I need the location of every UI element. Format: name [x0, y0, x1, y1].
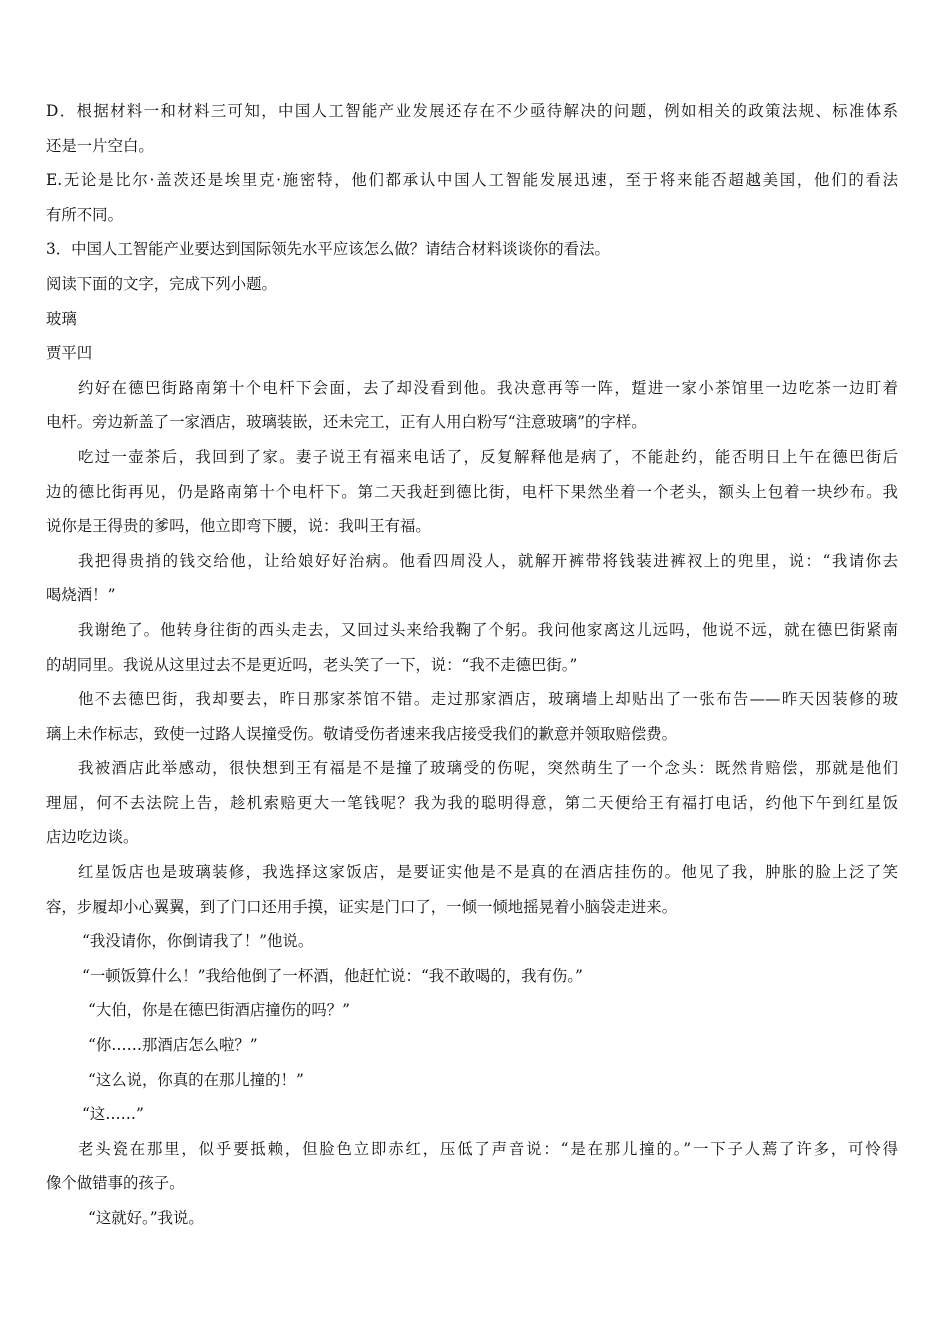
- text-line: 我谢绝了。他转身往街的西头走去，又回过头来给我鞠了个躬。我问他家离这儿远吗，他说不远，就在德巴街紧南: [78, 620, 898, 639]
- text-line: 吃过一壶茶后，我回到了家。妻子说王有福来电话了，反复解释他是病了，不能赴约，能否明日上午在德巴街后: [78, 447, 898, 466]
- text-line: 红星饭店也是玻璃装修，我选择这家饭店，是要证实他是不是真的在酒店挂伤的。他见了我，肿胀的脸上泛了笑: [78, 863, 898, 882]
- text-line: “你……那酒店怎么啦？”: [88, 1036, 258, 1055]
- text-line: 他不去德巴街，我却要去，昨日那家茶馆不错。走过那家酒店，玻璃墙上却贴出了一张布告——昨天因装修的玻: [78, 690, 898, 709]
- paragraph: [46, 1099, 898, 1134]
- document-body: [46, 96, 898, 1238]
- paragraph: [46, 373, 898, 442]
- text-line: 阅读下面的文字，完成下列小题。: [46, 274, 277, 293]
- text-line: 的胡同里。我说从这里过去不是更近吗，老头笑了一下，说：“我不走德巴街。”: [46, 655, 578, 674]
- text-line: 3．中国人工智能产业要达到国际领先水平应该怎么做？请结合材料谈谈你的看法。: [46, 240, 610, 259]
- text-line: 像个做错事的孩子。: [46, 1174, 185, 1193]
- text-line: “一顿饭算什么！”我给他倒了一杯酒，他赶忙说：“我不敢喝的，我有伤。”: [82, 966, 583, 985]
- text-line: 还是一片空白。: [46, 136, 154, 155]
- text-line: “这……”: [82, 1105, 144, 1124]
- text-line: E.无论是比尔·盖茨还是埃里克·施密特，他们都承认中国人工智能发展迅速，至于将来能否超越美国，他们的看法: [46, 171, 898, 190]
- paragraph: [46, 304, 898, 339]
- paragraph: [46, 1134, 898, 1203]
- text-line: 喝烧酒！”: [46, 586, 116, 605]
- paragraph: [46, 684, 898, 753]
- paragraph: [46, 857, 898, 926]
- paragraph: [46, 615, 898, 684]
- text-line: “这么说，你真的在那儿撞的！”: [88, 1070, 304, 1089]
- paragraph: [46, 96, 898, 165]
- paragraph: [46, 338, 898, 373]
- text-line: 店边吃边谈。: [46, 828, 139, 847]
- text-line: “大伯，你是在德巴街酒店撞伤的吗？”: [88, 1001, 350, 1020]
- text-line: 边的德比街再见，仍是路南第十个电杆下。第二天我赶到德比街，电杆下果然坐着一个老头，额头上包着一块纱布。我: [46, 482, 898, 501]
- text-line: 理屈，何不去法院上告，趁机索赔更大一笔钱呢？我为我的聪明得意，第二天便给王有福打电话，约他下午到红星饭: [46, 793, 898, 812]
- paragraph: [46, 269, 898, 304]
- paragraph: [46, 546, 898, 615]
- paragraph: [46, 1030, 898, 1065]
- text-line: “我没请你，你倒请我了！”他说。: [82, 932, 314, 951]
- paragraph: [46, 995, 898, 1030]
- paragraph: [46, 753, 898, 857]
- text-line: 约好在德巴街路南第十个电杆下会面，去了却没看到他。我决意再等一阵，踅进一家小茶馆里一边吃茶一边盯着: [78, 378, 898, 397]
- paragraph: [46, 1065, 898, 1100]
- text-line: 我被酒店此举感动，很快想到王有福是不是撞了玻璃受的伤呢，突然萌生了一个念头：既然肯赔偿，那就是他们: [78, 759, 898, 778]
- text-line: D．根据材料一和材料三可知，中国人工智能产业发展还存在不少亟待解决的问题，例如相关的政策法规、标准体系: [46, 102, 898, 120]
- paragraph: [46, 1203, 898, 1238]
- paragraph: [46, 442, 898, 546]
- text-line: 我把得贵捎的钱交给他，让给娘好好治病。他看四周没人，就解开裤带将钱装进裤衩上的兜里，说：“我请你去: [78, 551, 898, 570]
- text-line: 说你是王得贵的爹吗，他立即弯下腰，说：我叫王有福。: [46, 517, 431, 536]
- text-line: 璃上未作标志，致使一过路人误撞受伤。敬请受伤者速来我店接受我们的歉意并领取赔偿费。: [46, 724, 678, 743]
- text-line: 玻璃: [46, 309, 77, 328]
- text-line: 容，步履却小心翼翼，到了门口还用手摸，证实是门口了，一倾一倾地摇晃着小脑袋走进来。: [46, 897, 678, 916]
- paragraph: [46, 234, 898, 269]
- paragraph: [46, 165, 898, 234]
- text-line: 老头瓷在那里，似乎要抵赖，但脸色立即赤红，压低了声音说：“是在那儿撞的。”一下子人蔫了许多，可怜得: [78, 1139, 898, 1158]
- paragraph: [46, 961, 898, 996]
- text-line: 电杆。旁边新盖了一家酒店，玻璃装嵌，还未完工，正有人用白粉写“注意玻璃”的字样。: [46, 413, 647, 432]
- text-line: 贾平凹: [46, 344, 93, 363]
- paragraph: [46, 926, 898, 961]
- text-line: 有所不同。: [46, 205, 123, 224]
- text-line: “这就好。”我说。: [88, 1209, 204, 1227]
